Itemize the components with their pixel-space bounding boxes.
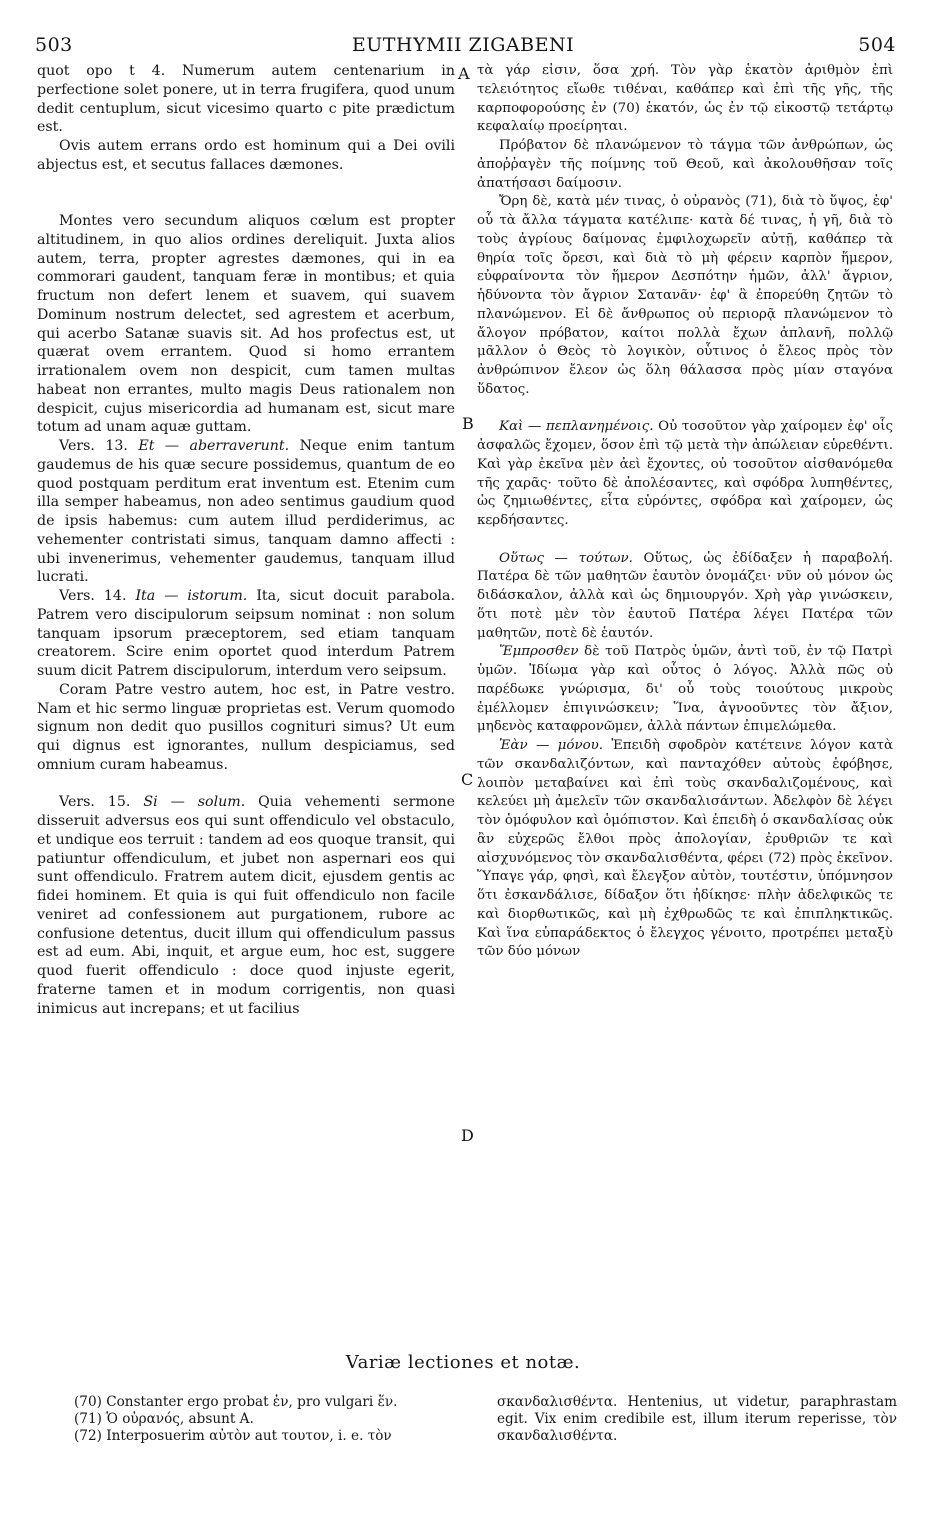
greek-paragraph: Πρόβατον δὲ πλανώμενον τὸ τάγμα τῶν ἀνθρώπων, ὡς ἀποῤῥαγὲν τῆς ποίμνης τοῦ Θεοῦ, καὶ ἀκολουθῆσαν τοῖς ἀπατήσασι δαίμοσιν.: [477, 138, 893, 191]
latin-paragraph: Coram Patre vestro autem, hoc est, in Patre vestro. Nam et hic sermo linguæ proprietas est. Verum quomodo signum non dedit quo pusillos cognituri simus? Ut eum qui dignus est ignorantes, nullum despiciamus, sed omnium curam habeamus.: [37, 681, 455, 773]
lemma: Ἔμπροσθεν: [499, 644, 579, 660]
lemma: Et — aberraverunt.: [138, 438, 290, 454]
latin-column: [37, 62, 455, 1018]
paragraph-text: δὲ τοῦ Πατρὸς ὑμῶν, ἀντὶ τοῦ, ἐν τῷ Πατρὶ ὑμῶν. Ἰδίωμα γὰρ καὶ οὗτος ὁ λόγος. Ἀλλὰ πῶς οὐ παρέδωκε γνώρισμα, δι' οὗ τοὺς τοιούτους μικροὺς ἐμέλλομεν ἐπιγινώσκειν; Ἵνα, ἀγνοοῦντες τὸν ἄξιον, μηδενὸς καταφρονῶμεν, ἀλλὰ πάντων ἐπιμελώμεθα.: [477, 644, 893, 735]
notes-left-column: [74, 1394, 474, 1445]
latin-paragraph: Montes vero secundum aliquos cœlum est propter altitudinem, in quo alios ordines dereliquit. Juxta alios autem, terra, propter agrestes dæmones, qui in ea commorari gaudent, tanquam feræ in montibus; et quia fructum non defert lenem et suavem, qui suavem Dominum nostrum delectet, sed agrestem et acerbum, qui acerbo Satanæ suavis sit. Ad hos profectus est, ut quærat ovem errantem. Quod si homo errantem irrationalem ovem non despicit, cum tamen multas habeat non errantes, multo magis Deus rationalem non despicit, cujus misericordia ad humanam est, sicut mare totum ad unam aquæ guttam.: [37, 213, 455, 436]
greek-paragraph: Ὄρη δὲ, κατὰ μέν τινας, ὁ οὐρανὸς (71), διὰ τὸ ὕψος, ἐφ' οὗ τὰ ἄλλα τάγματα κατέλιπε· κατὰ δέ τινας, ἡ γῆ, διὰ τὸ τοὺς ἀγρίους δαίμονας ἐμφιλοχωρεῖν αὐτῇ, καθάπερ τὰ θηρία τοῖς ὄρεσι, καὶ διὰ τὸ μὴ φέρειν καρπὸν ἥμερον, εὐφραίνοντα τὸν ἥμερον Δεσπότην ἡμῶν, ἀλλ' ἄγριον, ἡδύνοντα τὸν ἄγριον Σατανᾶν· ἐφ' ἃ ἐπορεύθη ζητῶν τὸ πλανώμενον. Εἰ δὲ ἄνθρωπος οὐ περιορᾷ πλανώμενον τὸ ἄλογον πρόβατον, καίτοι πολλὰ ἔχων ἀπλανῆ, πολλῷ μᾶλλον ὁ Θεὸς τὸ λογικὸν, οὗτινος ὁ ἔλεος πρὸς τὸν ἀνθρώπινον ἔλεον ὡς ὅλη θάλασσα πρὸς μίαν σταγόνα ὕδατος.: [477, 194, 893, 397]
running-title: EUTHYMII ZIGABENI: [351, 34, 575, 56]
greek-paragraph: τὰ γάρ εἰσιν, ὅσα χρή. Τὸν γὰρ ἑκατὸν ἀριθμὸν ἐπὶ τελειότητος εἴωθε τιθέναι, καθάπερ καὶ ἐπὶ τῆς γῆς, τῆς καρποφορούσης ἐν (70) ἑκατόν, ὡς ἐν τῷ εἰκοστῷ τετάρτῳ κεφαλαίῳ προείρηται.: [477, 63, 893, 135]
latin-paragraph: quot opo t 4. Numerum autem centenarium in perfectione solet ponere, ut in terra frugifera, quod unum dedit centuplum, sicut vicesimo quarto c pite prædictum est.: [37, 63, 455, 136]
lemma: Καὶ — πεπλανημένοις.: [499, 419, 654, 435]
paragraph-text: Οὕτως, ὡς ἐδίδαξεν ἡ παραβολή. Πατέρα δὲ τῶν μαθητῶν ἑαυτὸν ὀνομάζει· νῦν οὐ μόνον ὡς διδάσκαλον, ἀλλὰ καὶ ὡς δημιουργόν. Χρὴ γὰρ γινώσκειν, ὅτι ποτὲ μὲν τὸν ἑαυτοῦ Πατέρα λέγει Πατέρα τῶν μαθητῶν, ποτὲ δὲ ἑαυτόν.: [477, 550, 893, 641]
note-71: (71) Ὁ οὐρανός, absunt A.: [74, 1411, 254, 1427]
greek-column: [477, 62, 893, 962]
paragraph-text: Quia vehementi sermone disseruit adversus eos qui sunt offendiculo vel obstaculo, et undique eos terruit : tandem ad eos quoque transit, qui patiuntur offendiculum, et jubet non aspernari eos qui sunt offendiculo. Fratrem autem dicit, ejusdem gentis ac fidei hominem. Et quia is qui fuit offendiculo non facile veniret ad confessionem aut purgationem, rubore ac confusione detentus, ducit illum qui offendiculum passus est ad eum. Abi, inquit, et argue eum, hoc est, suggere quod fuerit offendiculo : doce quod injuste egerit, fraterne tamen et in modum corrigentis, non quasi inimicus aut increpans; et ut facilius: [37, 794, 455, 1017]
paragraph-text: Neque enim tantum gaudemus de his quæ secure possidemus, quantum de eo quod postquam perditum erat inventum est. Etenim cum illa semper habeamus, non adeo sentimus gaudium quod de ipsis habemus: cum autem illud perdiderimus, ac vehementer contristati simus, tanquam damno affecti : ubi invenerimus, vehementer gaudemus, tanquam illud lucrati.: [37, 438, 455, 586]
lemma: Ita — istorum.: [135, 588, 248, 604]
note-72: (72) Interposuerim αὐτὸν aut τουτον, i. e. τὸν: [74, 1428, 392, 1444]
paragraph-text: Ita, sicut docuit parabola. Patrem vero discipulorum seipsum nominat : non solum tanquam ipsorum præceptorem, sed etiam tanquam creatorem. Scire enim oportet quod interdum Patrem suum dicit Patrem discipulorum, interdum vero seipsum.: [37, 588, 455, 679]
lemma: Ἐὰν — μόνου.: [499, 738, 604, 753]
greek-paragraph: [477, 737, 893, 962]
margin-letter-c: C: [461, 770, 474, 789]
notes-title: Variæ lectiones et notæ.: [345, 1352, 581, 1373]
margin-letter-b: B: [462, 414, 474, 433]
lemma: Οὕτως — τούτων.: [499, 550, 633, 566]
verse-ref: Vers. 13.: [59, 438, 139, 454]
latin-paragraph: [37, 587, 455, 681]
note-70: (70) Constanter ergo probat ἐν, pro vulgari ἕν.: [74, 1394, 398, 1410]
paragraph-text: Ἐπειδὴ σφοδρὸν κατέτεινε λόγον κατὰ τῶν σκανδαλιζόντων, καὶ πανταχόθεν αὐτοὺς ἐφόβησε, λοιπὸν μεταβαίνει καὶ ἐπὶ τοὺς σκανδαλιζομένους, καὶ κελεύει μὴ ἀμελεῖν τῶν σκανδαλισάντων. Ἀδελφὸν δὲ λέγει τὸν ὁμόφυλον καὶ ὁμόπιστον. Καὶ ἐπειδὴ ὁ σκανδαλίσας οὐκ ἂν εὐχερῶς ἔλθοι πρὸς ἀπολογίαν, ἐρυθριῶν τε καὶ αἰσχυνόμενος τὸν σκανδαλισθέντα, φέρει (72) πρὸς ἐκεῖνον. Ὕπαγε γάρ, φησὶ, καὶ ἔλεγξον αὐτὸν, τουτέστιν, ὑπόμνησον ὅτι ἐσκανδάλισε, δίδαξον ὅτι ἠδίκησε· πλὴν ἀδελφικῶς τε καὶ διορθωτικῶς, καὶ μὴ ἐχθρωδῶς τε καὶ ἐπιπληκτικῶς. Καὶ ἵνα εὐπαράδεκτος ὁ ἔλεγχος γένοιτο, προτρέπει μεταξὺ τῶν δύο μόνων: [477, 738, 893, 960]
latin-paragraph: [37, 793, 455, 1018]
verse-ref: Vers. 15.: [59, 794, 144, 811]
lemma: Si — solum.: [143, 794, 246, 811]
note-72-continued: σκανδαλισθέντα. Hentenius, ut videtur, paraphrastam egit. Vix enim credibile est, illum iterum reperisse, τὸν σκανδαλισθέντα.: [497, 1394, 897, 1444]
paragraph-text: Οὐ τοσοῦτον γὰρ χαίρομεν ἐφ' οἷς ἀσφαλῶς ἔχομεν, ὅσον ἐπὶ τῷ μετὰ τὴν ἀπώλειαν εὑρεθέντι. Καὶ γὰρ ἐκεῖνα μὲν ἀεὶ ἔχοντες, οὐ τοσοῦτον αἰσθανόμεθα τῆς χαρᾶς· τοῦτο δὲ ἀπολέσαντες, καὶ σφόδρα λυπηθέντες, ὡς ζημιωθέντες, εἶτα εὑρόντες, σφόδρα καὶ χαίρομεν, ὡς κερδήσαντες.: [477, 419, 893, 528]
page-number-left: 503: [35, 34, 73, 56]
greek-paragraph: [477, 643, 893, 737]
greek-paragraph: [477, 418, 893, 531]
latin-paragraph: Ovis autem errans ordo est hominum qui a Dei ovili abjectus est, et secutus fallaces dæmones.: [37, 138, 455, 173]
greek-paragraph: [477, 550, 893, 644]
margin-letter-d: D: [461, 1126, 474, 1145]
verse-ref: Vers. 14.: [59, 588, 136, 604]
page-number-right: 504: [858, 34, 896, 56]
margin-letter-a: A: [458, 64, 470, 83]
notes-right-column: [497, 1394, 897, 1445]
latin-paragraph: [37, 437, 455, 587]
